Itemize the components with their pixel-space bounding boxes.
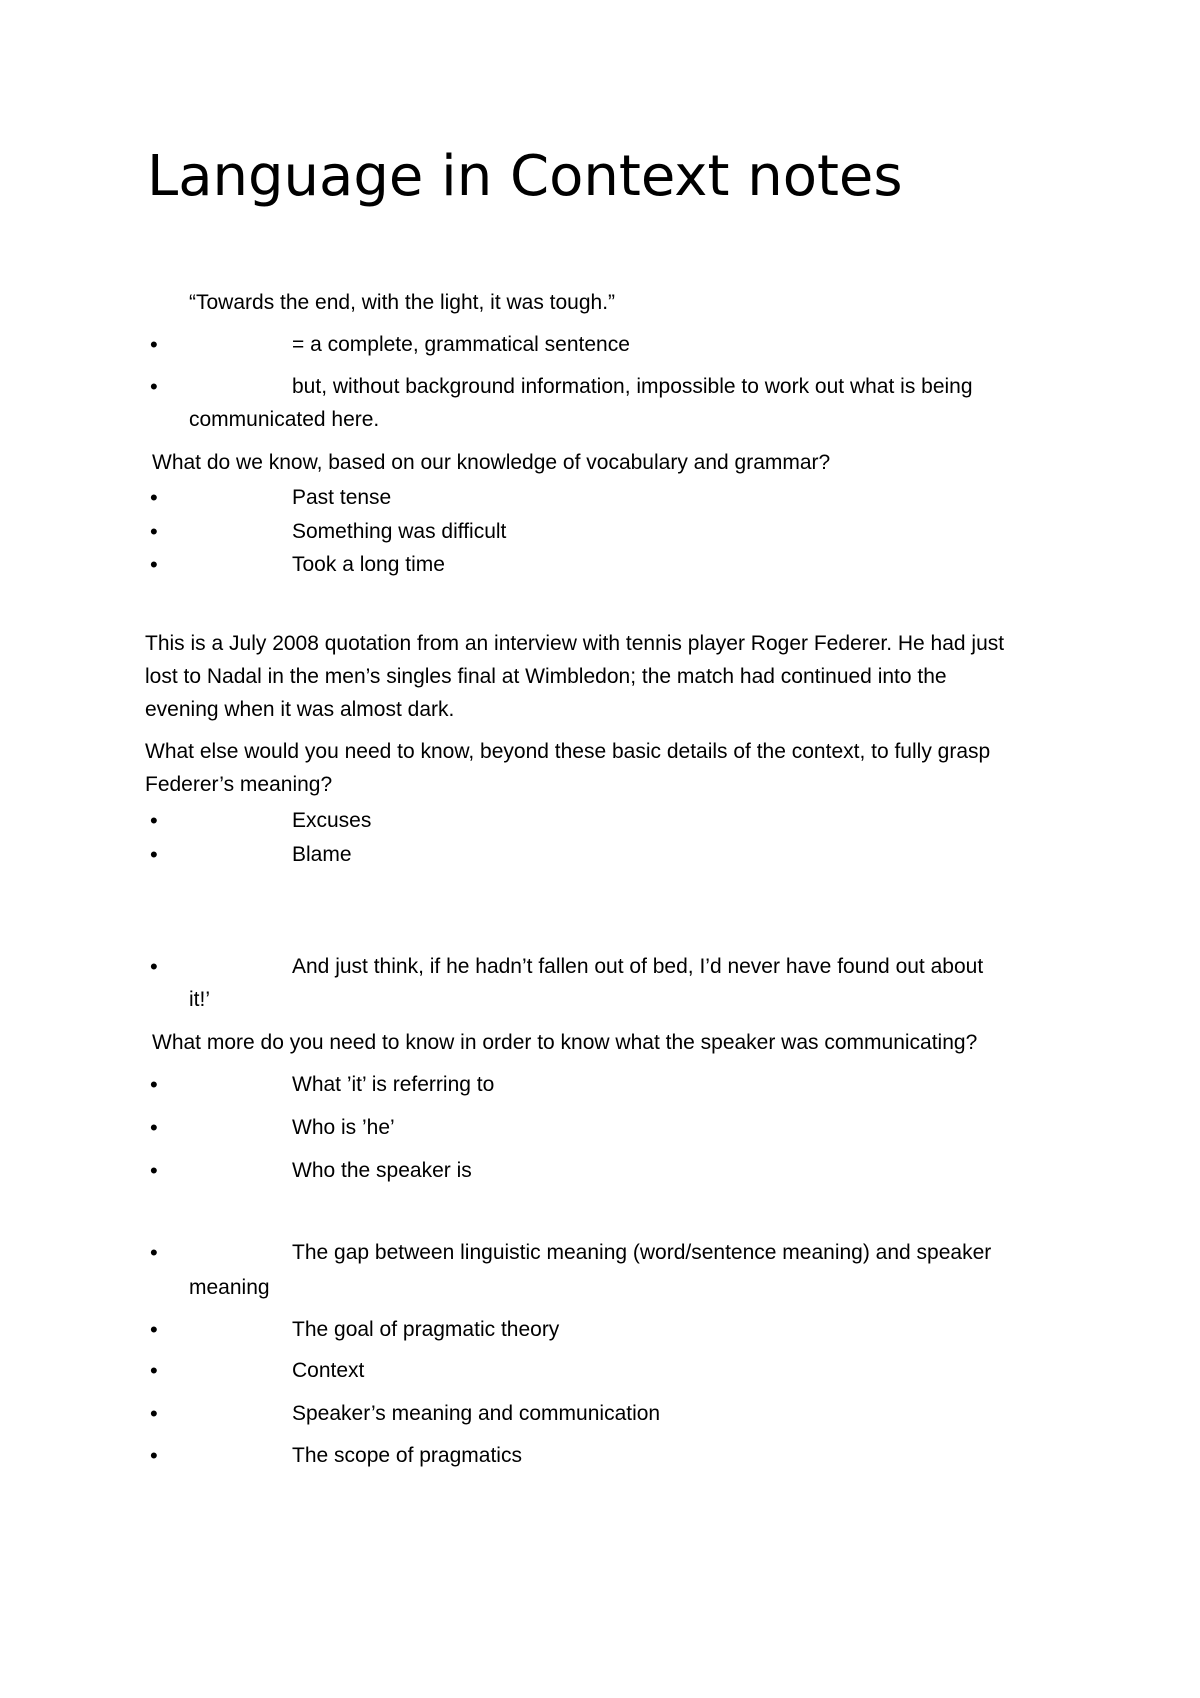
- quote-federer: “Towards the end, with the light, it was tough.”: [189, 291, 616, 314]
- list-item: Took a long time: [292, 553, 445, 576]
- bullet-marker: •: [150, 332, 158, 357]
- question-line: Federer’s meaning?: [145, 773, 333, 796]
- bullet-marker: •: [150, 1358, 158, 1383]
- bullet-marker: •: [150, 1115, 158, 1140]
- list-item: Speaker’s meaning and communication: [292, 1402, 661, 1425]
- question-line: What else would you need to know, beyond these basic details of the context, to fully grasp: [145, 740, 991, 763]
- list-item: Who the speaker is: [292, 1159, 472, 1182]
- list-item: Context: [292, 1359, 365, 1382]
- list-item: Past tense: [292, 486, 392, 509]
- question: What more do you need to know in order to know what the speaker was communicating?: [152, 1031, 978, 1054]
- paragraph-line: This is a July 2008 quotation from an interview with tennis player Roger Federer. He had just: [145, 632, 1005, 655]
- list-item: What ’it’ is referring to: [292, 1073, 495, 1096]
- list-item: The goal of pragmatic theory: [292, 1318, 560, 1341]
- bullet-marker: •: [150, 1240, 158, 1265]
- list-item: The scope of pragmatics: [292, 1444, 522, 1467]
- bullet-marker: •: [150, 1158, 158, 1183]
- list-item-continuation: communicated here.: [189, 408, 380, 431]
- bullet-marker: •: [150, 808, 158, 833]
- list-item: The gap between linguistic meaning (word/sentence meaning) and speaker: [292, 1241, 992, 1264]
- bullet-marker: •: [150, 1401, 158, 1426]
- list-item: Something was difficult: [292, 520, 507, 543]
- bullet-marker: •: [150, 842, 158, 867]
- list-item: Who is ’he’: [292, 1116, 395, 1139]
- list-item: Blame: [292, 843, 352, 866]
- bullet-marker: •: [150, 519, 158, 544]
- bullet-marker: •: [150, 1317, 158, 1342]
- list-item: Excuses: [292, 809, 372, 832]
- question: What do we know, based on our knowledge of vocabulary and grammar?: [152, 451, 831, 474]
- bullet-marker: •: [150, 552, 158, 577]
- list-item: = a complete, grammatical sentence: [292, 333, 630, 356]
- paragraph-line: evening when it was almost dark.: [145, 698, 455, 721]
- list-item: but, without background information, impossible to work out what is being: [292, 375, 973, 398]
- bullet-marker: •: [150, 954, 158, 979]
- list-item-continuation: it!’: [189, 988, 210, 1011]
- document-title: Language in Context notes: [147, 144, 903, 209]
- paragraph-line: lost to Nadal in the men’s singles final at Wimbledon; the match had continued into the: [145, 665, 947, 688]
- list-item-continuation: meaning: [189, 1276, 270, 1299]
- bullet-marker: •: [150, 1443, 158, 1468]
- list-item: And just think, if he hadn’t fallen out of bed, I’d never have found out about: [292, 955, 984, 978]
- bullet-marker: •: [150, 1072, 158, 1097]
- bullet-marker: •: [150, 485, 158, 510]
- bullet-marker: •: [150, 374, 158, 399]
